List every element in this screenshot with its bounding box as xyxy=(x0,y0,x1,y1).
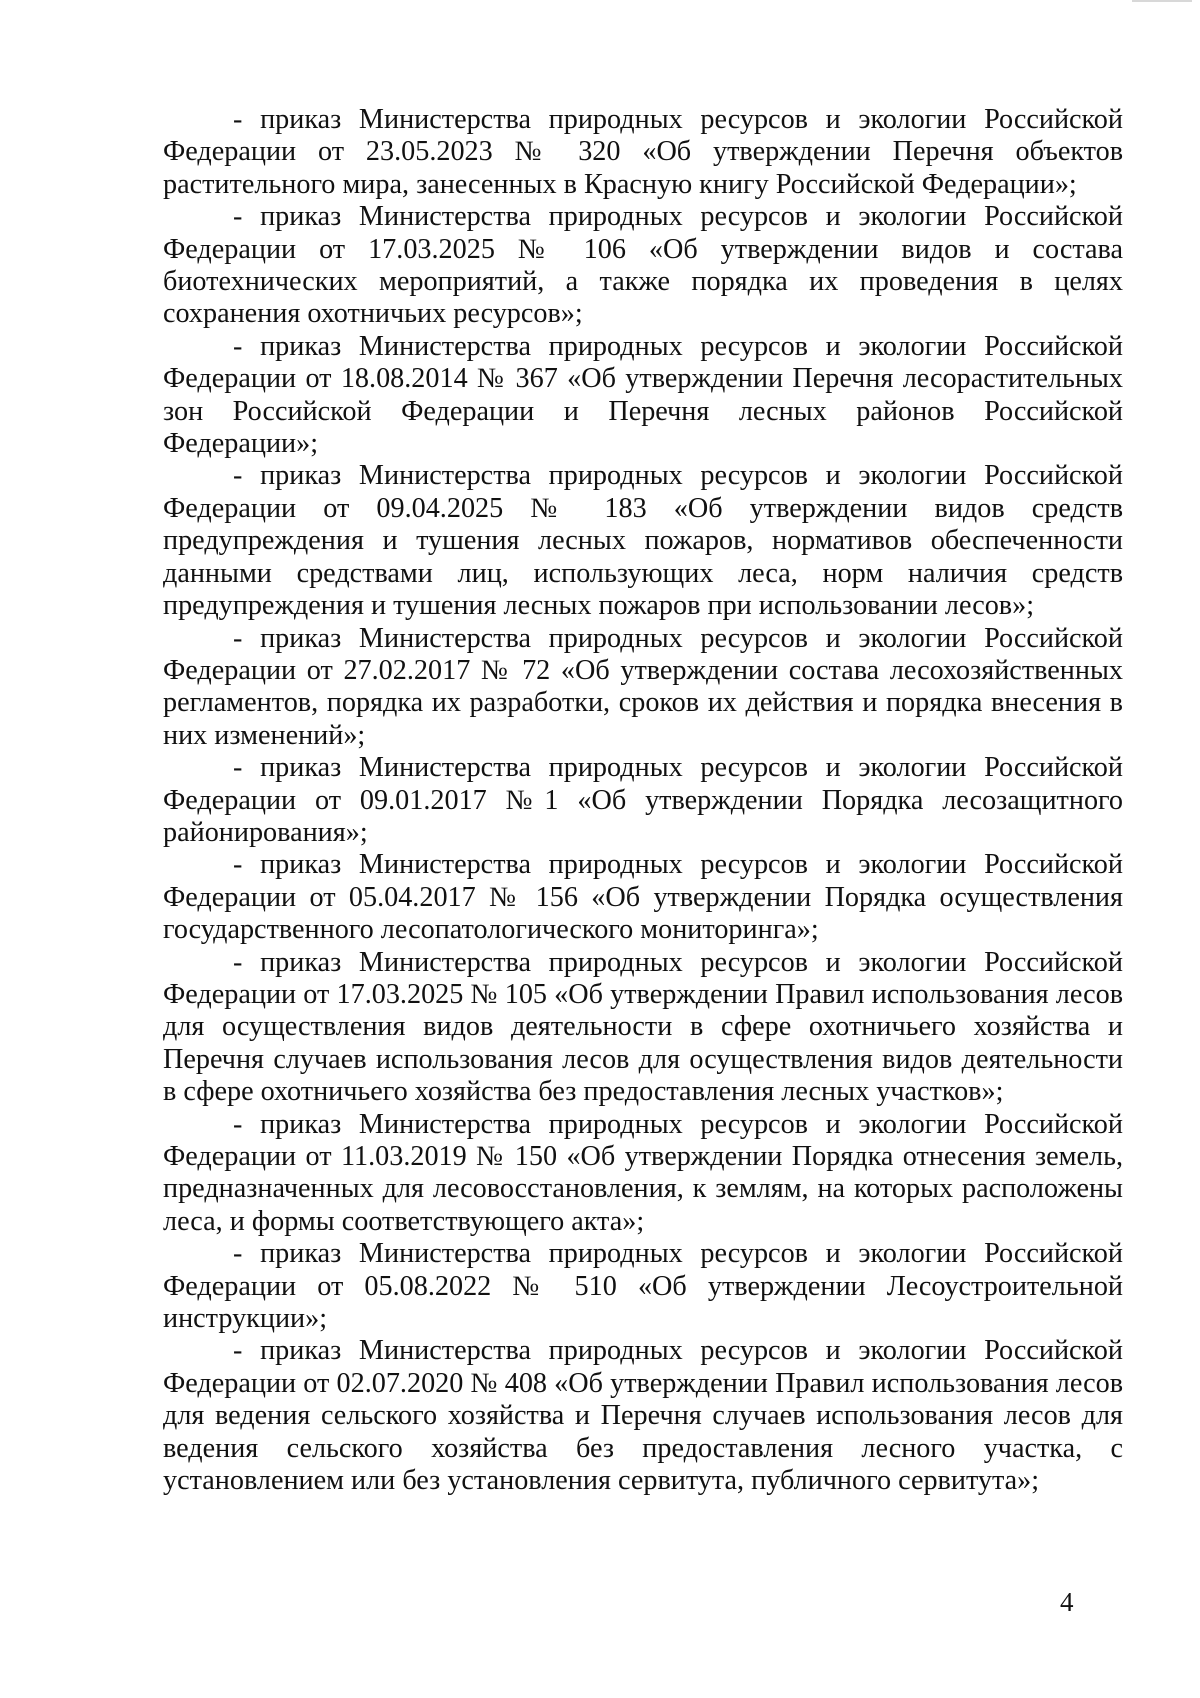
list-item: - приказ Министерства природных ресурсов и экологии Российской Федерации от 17.03.2025 № 105 «Об утверждении Правил использования лесов для осуществления видов деятельности в сфере охотничьего хозяйства и Перечня случаев использования лесов для осуществления видов деятельности в сфере охотничьего хозяйства без предоставления лесных участков»; xyxy=(163,946,1123,1108)
list-item: - приказ Министерства природных ресурсов и экологии Российской Федерации от 23.05.2023 № 320 «Об утверждении Перечня объектов растительного мира, занесенных в Красную книгу Российской Федерации»; xyxy=(163,104,1123,200)
list-item: - приказ Министерства природных ресурсов и экологии Российской Федерации от 05.08.2022 № 510 «Об утверждении Лесоустроительной инструкции»; xyxy=(163,1238,1123,1335)
document-body xyxy=(163,104,1123,1497)
list-item: - приказ Министерства природных ресурсов и экологии Российской Федерации от 05.04.2017 № 156 «Об утверждении Порядка осуществления государственного лесопатологического мониторинга»; xyxy=(163,849,1123,946)
list-item: - приказ Министерства природных ресурсов и экологии Российской Федерации от 18.08.2014 № 367 «Об утверждении Перечня лесорастительных зон Российской Федерации и Перечня лесных районов Российской Федерации»; xyxy=(163,330,1123,460)
list-item: - приказ Министерства природных ресурсов и экологии Российской Федерации от 11.03.2019 № 150 «Об утверждении Порядка отнесения земель, предназначенных для лесовосстановления, к землям, на которых расположены леса, и формы соответствующего акта»; xyxy=(163,1108,1123,1237)
list-item: - приказ Министерства природных ресурсов и экологии Российской Федерации от 27.02.2017 № 72 «Об утверждении состава лесохозяйственных регламентов, порядка их разработки, сроков их действия и порядка внесения в них изменений»; xyxy=(163,622,1123,751)
scan-artifact xyxy=(1132,0,1192,2)
list-item: - приказ Министерства природных ресурсов и экологии Российской Федерации от 02.07.2020 № 408 «Об утверждении Правил использования лесов для ведения сельского хозяйства и Перечня случаев использования лесов для ведения сельского хозяйства без предоставления лесного участка, с установлением или без установления сервитута, публичного сервитута»; xyxy=(163,1335,1123,1497)
list-item: - приказ Министерства природных ресурсов и экологии Российской Федерации от 09.01.2017 №1 «Об утверждении Порядка лесозащитного районирования»; xyxy=(163,752,1123,848)
list-item: - приказ Министерства природных ресурсов и экологии Российской Федерации от 09.04.2025 № 183 «Об утверждении видов средств предупреждения и тушения лесных пожаров, нормативов обеспеченности данными средствами лиц, использующих леса, норм наличия средств предупреждения и тушения лесных пожаров при использовании лесов»; xyxy=(163,460,1123,622)
page-number: 4 xyxy=(1060,1587,1074,1617)
list-item: - приказ Министерства природных ресурсов и экологии Российской Федерации от 17.03.2025 № 106 «Об утверждении видов и состава биотехнических мероприятий, а также порядка их проведения в целях сохранения охотничьих ресурсов»; xyxy=(163,201,1123,330)
